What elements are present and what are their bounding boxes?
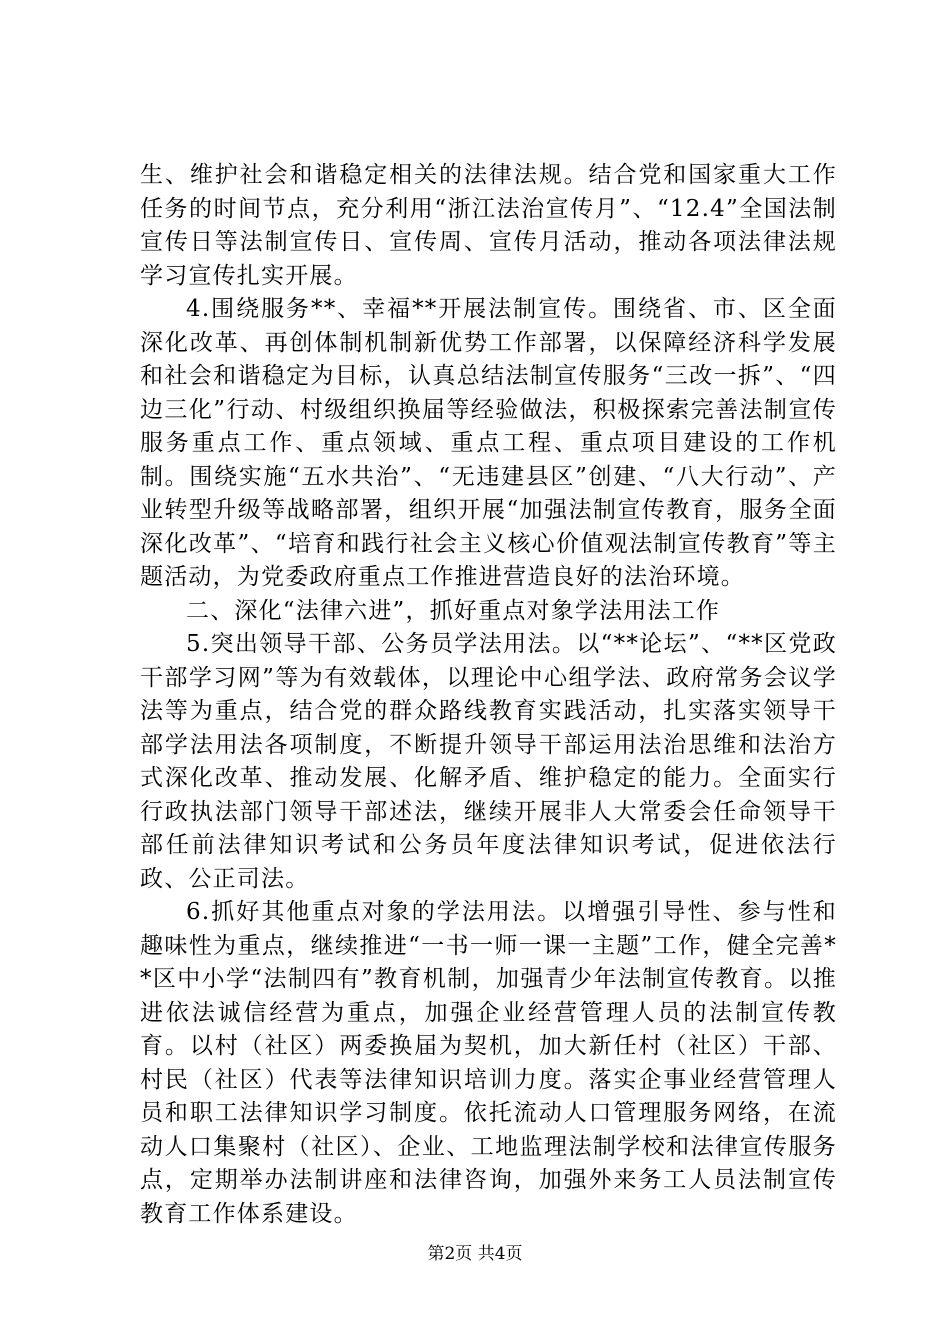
paragraph-item-4: 4.围绕服务**、幸福**开展法制宣传。围绕省、市、区全面深化改革、再创体制机制新优势工作部署，以保障经济科学发展和社会和谐稳定为目标，认真总结法制宣传服务“三改一拆”、“四边三化”行动、村级组织换届等经验做法，积极探索完善法制宣传服务重点工作、重点领域、重点工程、重点项目建设的工作机制。围绕实施“五水共治”、“无违建县区”创建、“八大行动”、产业转型升级等战略部署，组织开展“加强法制宣传教育，服务全面深化改革”、“培育和践行社会主义核心价值观法制宣传教育”等主题活动，为党委政府重点工作推进营造良好的法治环境。 bbox=[140, 296, 837, 590]
page-number-footer: 第2页 共4页 bbox=[427, 1244, 523, 1264]
paragraph-item-5: 5.突出领导干部、公务员学法用法。以“**论坛”、“**区党政干部学习网”等为有效载体，以理论中心组学法、政府常务会议学法等为重点，结合党的群众路线教育实践活动，扎实落实领导干部学法用法各项制度，不断提升领导干部运用法治思维和法治方式深化改革、推动发展、化解矛盾、维护稳定的能力。全面实行行政执法部门领导干部述法，继续开展非人大常委会任命领导干部任前法律知识考试和公务员年度法律知识考试，促进依法行政、公正司法。 bbox=[140, 631, 837, 892]
document-body bbox=[140, 159, 837, 1231]
paragraph-item-6: 6.抓好其他重点对象的学法用法。以增强引导性、参与性和趣味性为重点，继续推进“一书一师一课一主题”工作，健全完善**区中小学“法制四有”教育机制，加强青少年法制宣传教育。以推进依法诚信经营为重点，加强企业经营管理人员的法制宣传教育。以村（社区）两委换届为契机，加大新任村（社区）干部、村民（社区）代表等法律知识培训力度。落实企事业经营管理人员和职工法律知识学习制度。依托流动人口管理服务网络，在流动人口集聚村（社区）、企业、工地监理法制学校和法律宣传服务点，定期举办法制讲座和法律咨询，加强外来务工人员法制宣传教育工作体系建设。 bbox=[140, 899, 837, 1227]
paragraph-continuation: 生、维护社会和谐稳定相关的法律法规。结合党和国家重大工作任务的时间节点，充分利用“浙江法治宣传月”、“12.4”全国法制宣传日等法制宣传日、宣传周、宣传月活动，推动各项法律法规学习宣传扎实开展。 bbox=[140, 162, 837, 289]
section-heading-2: 二、深化“法律六进”，抓好重点对象学法用法工作 bbox=[186, 597, 721, 624]
